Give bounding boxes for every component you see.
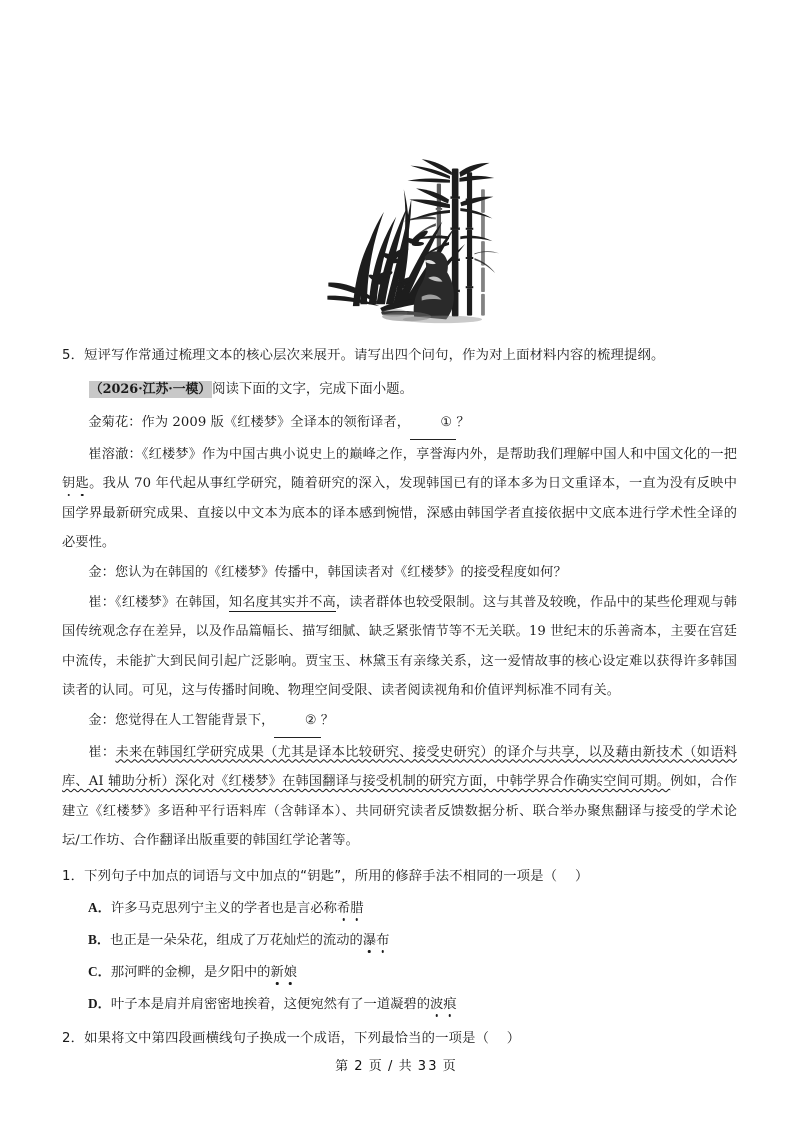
reading-instruction: 阅读下面的文字，完成下面小题。	[212, 382, 413, 397]
option-d[interactable]	[62, 988, 737, 1020]
question-2-text: 如果将文中第四段画横线句子换成一个成语，下列最恰当的一项是（	[84, 1030, 490, 1046]
speaker-jin-short-1: 金：	[88, 564, 115, 580]
footer-total-pages: 33	[417, 1059, 439, 1074]
speaker-jinjuhua: 金菊花：	[88, 415, 142, 430]
jin-q1-before: 作为 2009 版《红楼梦》全译本的领衔译者，	[141, 415, 410, 430]
question-5-number: 5．	[62, 348, 85, 363]
cui-a2-part1: 《红楼梦》在韩国，	[115, 594, 229, 610]
footer-prefix: 第	[335, 1059, 351, 1074]
cui-a1-part1: 《红楼梦》作为中国古典小说史上的巅峰之作，享誉海内外，是帮助我们理解中国人和中国文化的一把	[141, 446, 737, 462]
option-c[interactable]	[62, 956, 737, 988]
dialogue-line-cui-1	[62, 440, 737, 558]
question-1-number: 1．	[62, 868, 85, 884]
option-d-emphasis: 波痕	[430, 996, 457, 1012]
option-a-text: 许多马克思列宁主义的学者也是言必称	[110, 900, 337, 916]
question-5	[62, 341, 737, 371]
footer-page-unit: 页	[368, 1059, 384, 1074]
option-b-text: 也正是一朵朵花，组成了万花灿烂的流动的	[110, 932, 363, 948]
option-c-emphasis: 新娘	[270, 964, 298, 980]
source-line	[62, 375, 737, 405]
dialogue-line-cui-2	[62, 588, 737, 706]
jin-q2-text: 您认为在韩国的《红楼梦》传播中，韩国读者对《红楼梦》的接受程度如何？	[114, 564, 567, 580]
dialogue-line-jin-1	[62, 408, 737, 440]
option-b-emphasis: 瀑布	[362, 932, 390, 948]
dialogue-line-cui-3	[62, 738, 737, 856]
dialogue-line-jin-3	[62, 706, 737, 738]
option-b-letter: B．	[88, 931, 111, 947]
wavy-underlined-sentence: 未来在韩国红学研究成果（尤其是译本比较研究、接受史研究）的译介与共享，以及藉由新技术（如语料库、AI 辅助分析）深化对《红楼梦》在韩国翻译与接受机制的研究方面，中韩学界合作确实空间可期。	[62, 744, 737, 790]
question-1	[62, 862, 737, 892]
page-footer	[0, 1055, 793, 1074]
question-1-answer-space[interactable]	[557, 869, 575, 884]
underlined-phrase-fame: 知名度其实并不高	[228, 594, 336, 610]
option-a-emphasis: 希腊	[336, 900, 364, 916]
option-d-letter: D．	[88, 995, 111, 1011]
option-a[interactable]	[62, 892, 737, 924]
speaker-cui-short-2: 崔：	[88, 744, 116, 760]
cui-a3-rest: 例如，合作建立《红楼梦》多语种平行语料库（含韩译本）、共同研究读者反馈数据分析、联合举办聚焦翻译与接受的学术论坛/工作坊、合作翻译出版重要的韩国红学论著等。	[62, 774, 738, 849]
footer-page-number: 2	[354, 1059, 365, 1074]
option-c-text: 那河畔的金柳，是夕阳中的	[110, 964, 271, 980]
jin-q3-after: ？	[320, 712, 335, 728]
speaker-cui-short-1: 崔：	[88, 594, 116, 610]
question-1-text: 下列句子中加点的词语与文中加点的“钥匙”，所用的修辞手法不相同的一项是（	[84, 868, 558, 884]
option-b[interactable]	[62, 924, 737, 956]
speaker-jin-short-2: 金：	[88, 712, 115, 728]
jin-q1-after: ？	[456, 415, 470, 430]
dialogue-line-jin-2	[62, 558, 737, 588]
footer-total-prefix: 共	[398, 1059, 414, 1074]
cui-a2-part2: ，读者群体也较受限制。这与其普及较晚，作品中的某些伦理观与韩国传统观念存在差异，以及作品篇幅长、描写细腻、缺乏紧张情节等不无关联。19 世纪末的乐善斋本，主要在宫廷中流传，未能扩大到民间引起广泛影响。贾宝玉、林黛玉有亲缘关系，这一爱情故事的核心设定难以获得许多韩国读者的认同。可见，这与传播时间晚、物理空间受限、读者阅读视角和价值评判标准不同有关。	[62, 594, 737, 699]
question-2	[62, 1024, 737, 1054]
chinese-ink-painting-orchid-bamboo-rock	[301, 159, 499, 327]
emphasis-yaoshi: 钥匙	[62, 476, 90, 492]
option-c-letter: C．	[88, 963, 111, 979]
exam-source-tag: （2026·江苏·一模）	[89, 382, 212, 397]
cui-a1-part2: 。我从 70 年代起从事红学研究，随着研究的深入，发现韩国已有的译本多为日文重译本，一直为没有反映中国学界最新研究成果、直接以中文本为底本的译本感到惋惜，深感由韩国学者直接依据中文底本进行学术性全译的必要性。	[62, 476, 737, 551]
jin-q3-before: 您觉得在人工智能背景下，	[114, 712, 275, 728]
footer-total-unit: 页	[442, 1059, 458, 1074]
blank-marker-1: ①	[410, 408, 456, 440]
question-2-number: 2．	[62, 1030, 85, 1046]
question-2-answer-space[interactable]	[489, 1031, 507, 1046]
question-2-text-end: ）	[506, 1030, 521, 1046]
question-1-text-end: ）	[574, 868, 589, 884]
option-d-text: 叶子本是肩并肩密密地挨着，这便宛然有了一道凝碧的	[110, 996, 431, 1012]
speaker-cuirongche: 崔溶澈：	[88, 446, 142, 462]
illustration-figure	[62, 102, 737, 327]
option-a-letter: A．	[88, 899, 111, 915]
footer-separator: /	[387, 1059, 395, 1074]
question-5-text: 短评写作常通过梳理文本的核心层次来展开。请写出四个问句，作为对上面材料内容的梳理提纲。	[84, 348, 665, 363]
blank-marker-2: ②	[274, 706, 320, 738]
